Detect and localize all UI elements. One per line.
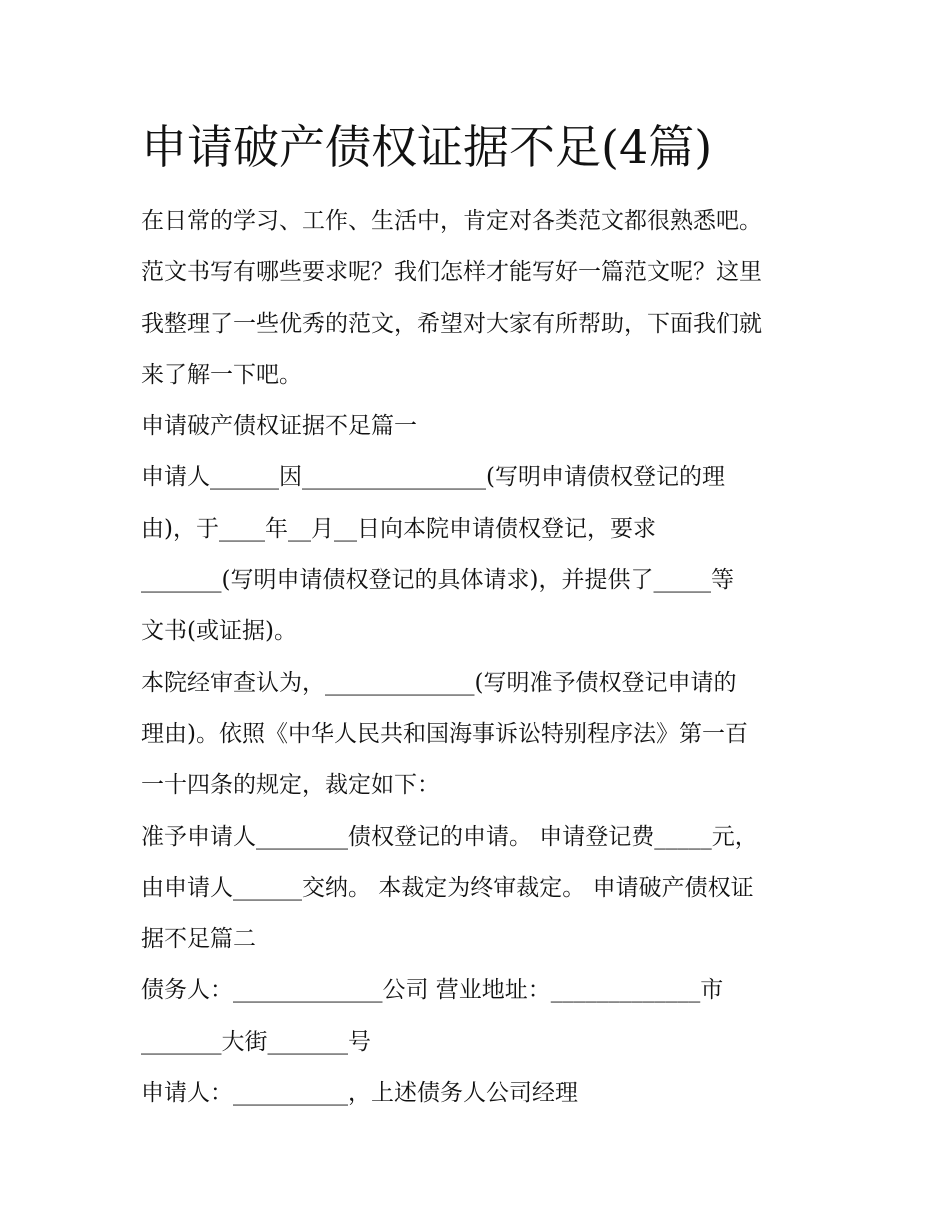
paragraph-line: 一十四条的规定，裁定如下： <box>141 772 440 799</box>
section-heading: 申请破产债权证据不足篇一 <box>141 413 417 440</box>
paragraph-line: _______(写明申请债权登记的具体请求)，并提供了_____等 <box>141 567 734 594</box>
paragraph-line: 本院经审查认为，_____________(写明准予债权登记申请的 <box>141 669 737 696</box>
paragraph-line: 债务人：_____________公司 营业地址：_____________市 <box>141 977 724 1004</box>
paragraph-line: _______大街_______号 <box>141 1028 371 1055</box>
paragraph-line: 在日常的学习、工作、生活中，肯定对各类范文都很熟悉吧。 <box>141 208 762 234</box>
paragraph-line: 申请人______因________________(写明申请债权登记的理 <box>141 464 725 491</box>
paragraph-line: 申请人：__________，上述债务人公司经理 <box>141 1080 578 1107</box>
document-body <box>141 112 831 1119</box>
document-title: 申请破产债权证据不足(4篇) <box>141 120 713 174</box>
paragraph-line: 范文书写有哪些要求呢？我们怎样才能写好一篇范文呢？这里 <box>141 259 762 286</box>
paragraph-line: 由)，于____年__月__日向本院申请债权登记，要求 <box>141 515 656 542</box>
paragraph-line: 据不足篇二 <box>141 926 256 953</box>
paragraph-line: 来了解一下吧。 <box>141 361 302 388</box>
paragraph-line: 理由)。依照《中华人民共和国海事诉讼特别程序法》第一百 <box>141 720 748 747</box>
paragraph-line: 我整理了一些优秀的范文，希望对大家有所帮助，下面我们就 <box>141 310 762 337</box>
paragraph-line: 准予申请人________债权登记的申请。 申请登记费_____元， <box>141 823 758 850</box>
paragraph-line: 由申请人______交纳。 本裁定为终审裁定。 申请破产债权证 <box>141 874 754 901</box>
paragraph-line: 文书(或证据)。 <box>141 618 297 645</box>
